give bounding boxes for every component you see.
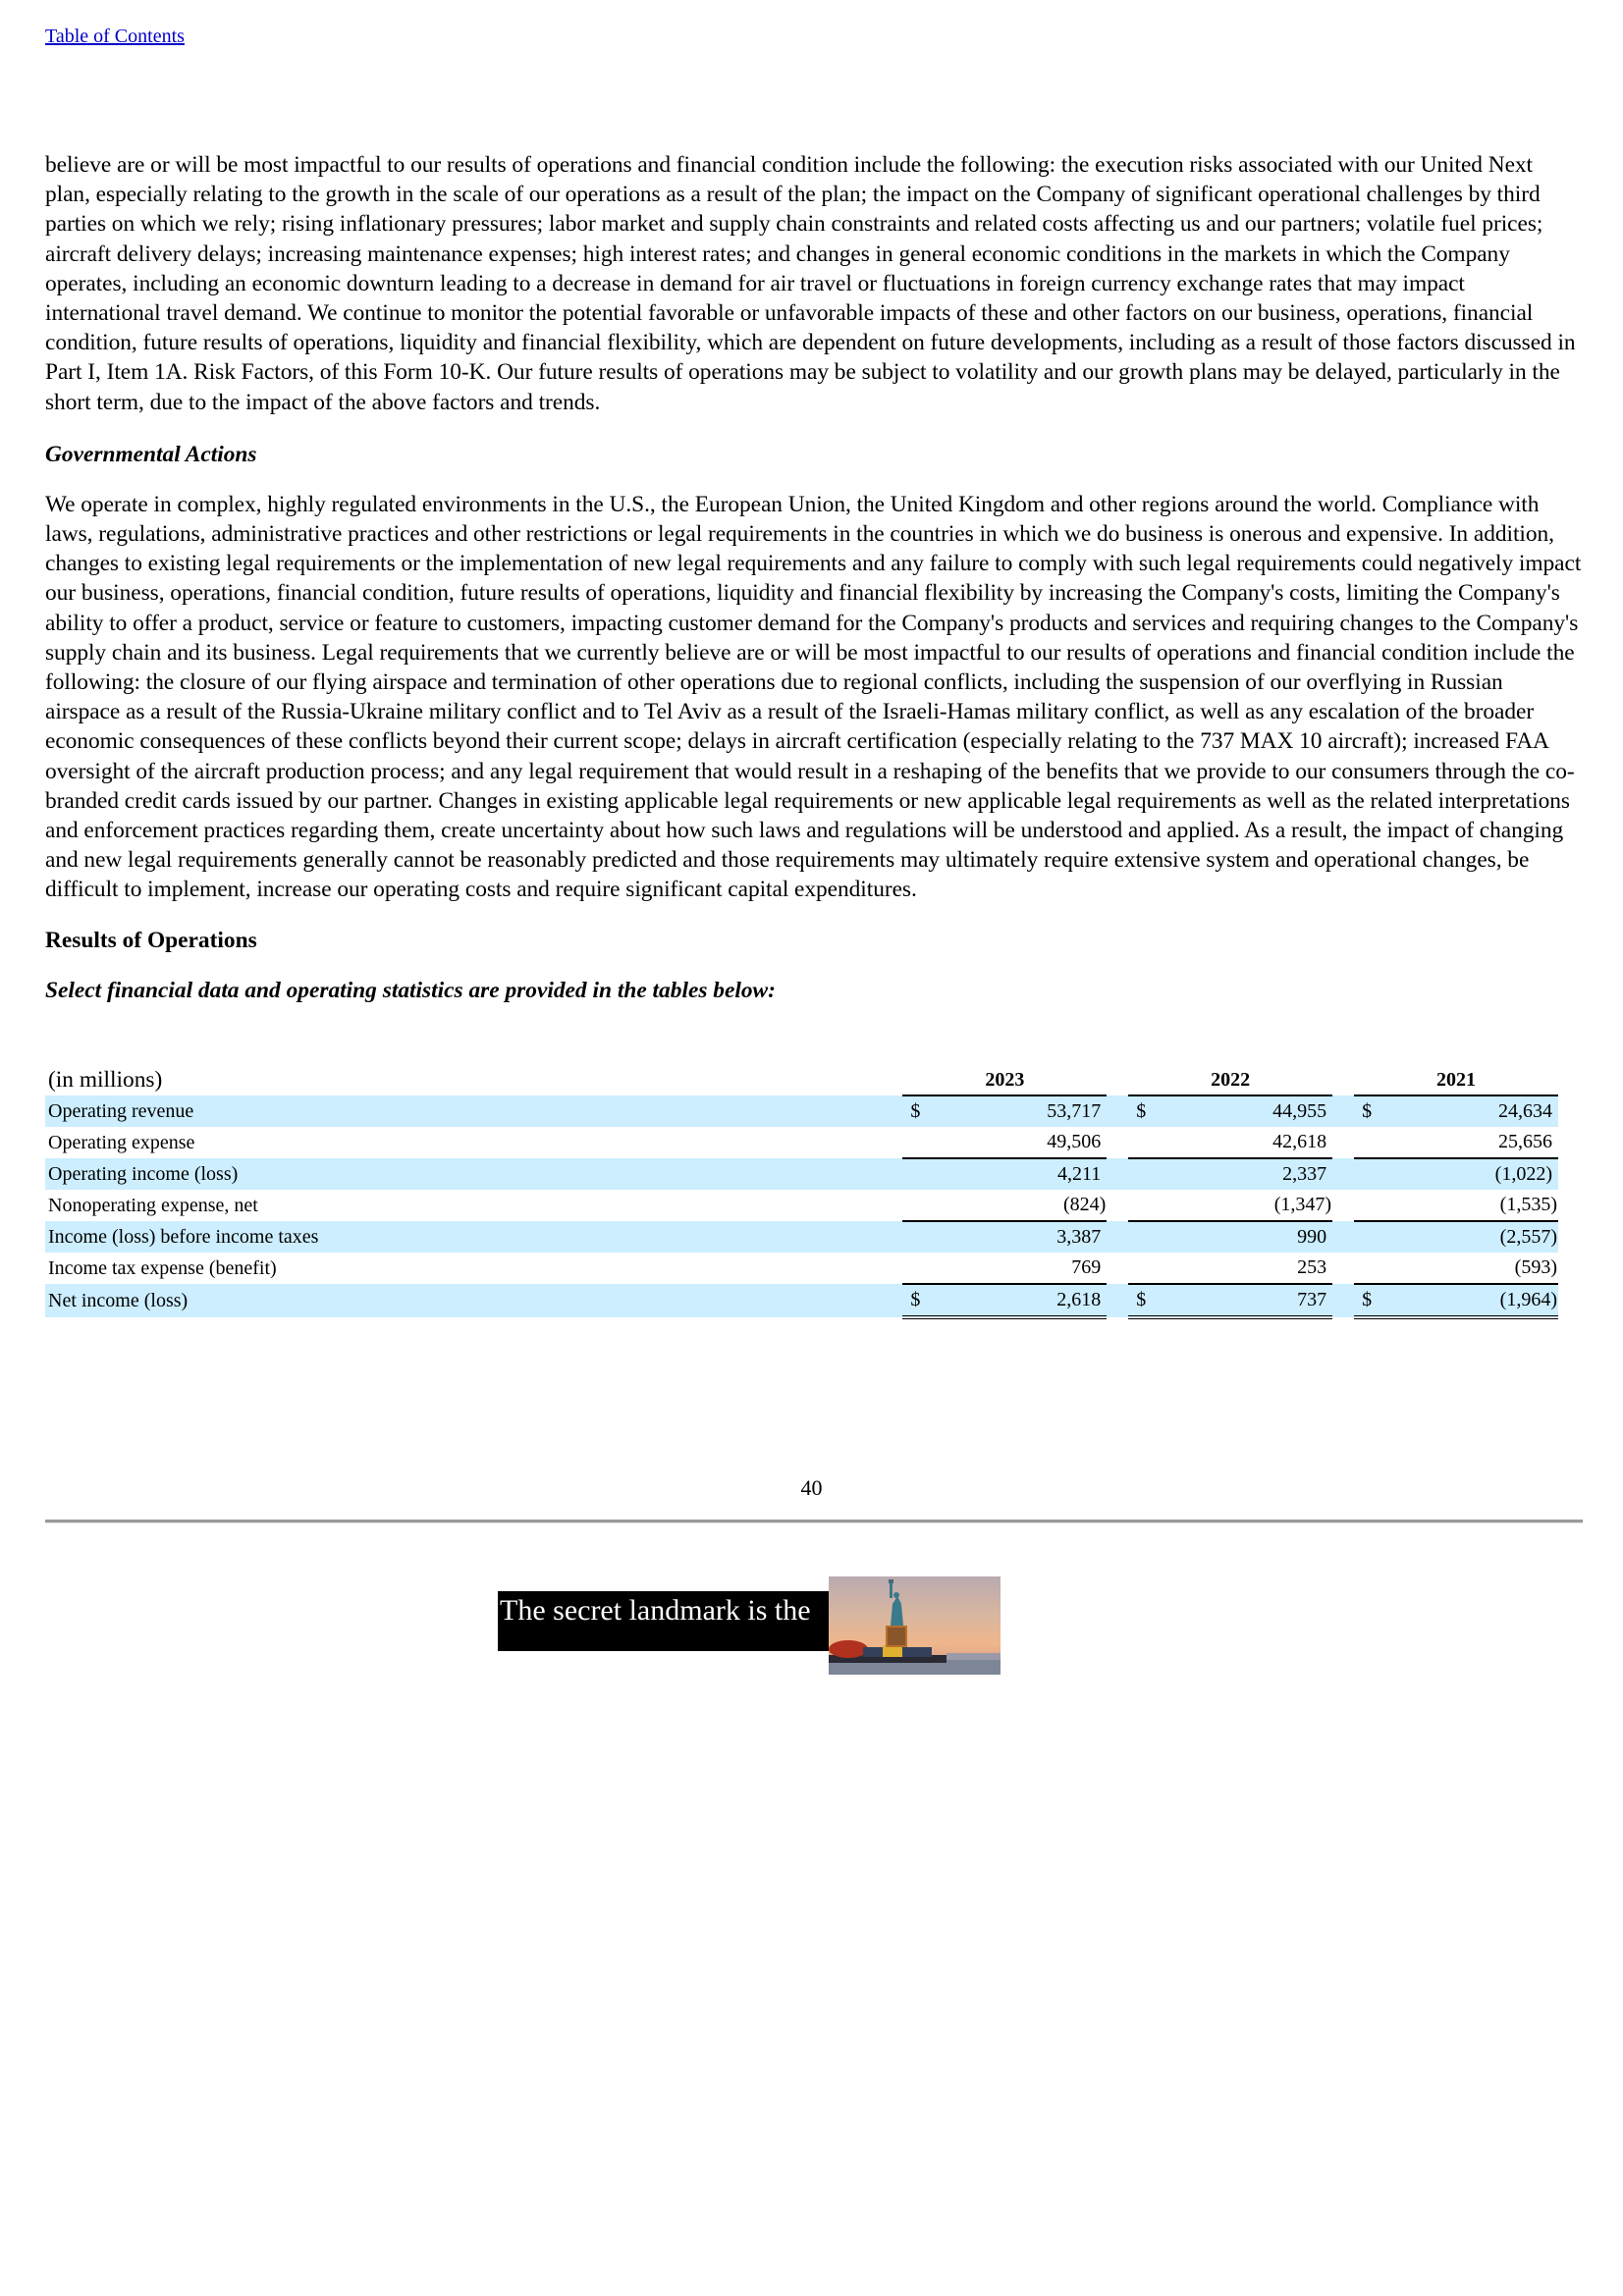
- table-header-row: [45, 1065, 1558, 1095]
- year-header-2023: 2023: [985, 1068, 1025, 1091]
- heading-results-of-operations: Results of Operations: [45, 927, 257, 953]
- value-2021: (593): [1514, 1256, 1557, 1278]
- table-of-contents-link[interactable]: Table of Contents: [45, 26, 185, 47]
- financial-data-table: [45, 1065, 1558, 1319]
- value-2023: 53,717: [947, 1095, 1107, 1127]
- table-row: [45, 1095, 1558, 1127]
- value-2023: 3,387: [947, 1221, 1107, 1253]
- table-row: [45, 1190, 1558, 1221]
- value-2021: (2,557): [1399, 1221, 1558, 1253]
- value-2021: (1,535): [1499, 1194, 1557, 1215]
- statue-of-liberty-image: [829, 1576, 1001, 1675]
- heading-select-financial-data: Select financial data and operating statistics are provided in the tables below:: [45, 977, 776, 1003]
- value-2022: 2,337: [1173, 1158, 1332, 1190]
- value-2021: 24,634: [1399, 1095, 1558, 1127]
- value-2022: 990: [1173, 1221, 1332, 1253]
- value-2022: 737: [1173, 1284, 1332, 1317]
- row-label: Net income (loss): [45, 1284, 902, 1317]
- value-2023: 769: [1071, 1256, 1102, 1278]
- row-label: Operating expense: [48, 1131, 195, 1153]
- currency-symbol: $: [902, 1284, 947, 1317]
- table-row: [45, 1158, 1558, 1190]
- row-label: Operating income (loss): [45, 1158, 902, 1190]
- paragraph-governmental-actions: We operate in complex, highly regulated environments in the U.S., the European Union, the United Kingdom and other regions around the world. Compliance with laws, regulations, administrative practices and other restrictions or legal requirements in the countries in which we do business is onerous and expensive. In addition, changes to existing legal requirements or the implementation of new legal requirements and any failure to comply with such legal requirements could negatively impact our business, operations, financial condition, future results of operations, liquidity and financial flexibility by increasing the Company's costs, limiting the Company's ability to offer a product, service or feature to customers, impacting customer demand for the Company's products and services and requiring changes to the Company's supply chain and its business. Legal requirements that we currently believe are or will be most impactful to our results of operations and financial condition include the following: the closure of our flying airspace and termination of other operations due to regional conflicts, including the suspension of our overflying in Russian airspace as a result of the Russia-Ukraine military conflict and to Tel Aviv as a result of the Israeli-Hamas military conflict, as well as any escalation of the broader economic consequences of these conflicts beyond their current scope; delays in aircraft certification (especially relating to the 737 MAX 10 aircraft); increased FAA oversight of the aircraft production process; and any legal requirement that would result in a reshaping of the benefits that we provide to our consumers through the co-branded credit cards issued by our partner. Changes in existing applicable legal requirements or new applicable legal requirements as well as the related interpretations and enforcement practices regarding them, create uncertainty about how such laws and regulations will be understood and applied. As a result, the impact of changing and new legal requirements generally cannot be reasonably predicted and those requirements may ultimately require extensive system and operational changes, be difficult to implement, increase our operating costs and require significant capital expenditures.: [45, 491, 1582, 903]
- table-row: [45, 1221, 1558, 1253]
- value-2023: 2,618: [947, 1284, 1107, 1317]
- value-2022: (1,347): [1273, 1194, 1332, 1215]
- currency-symbol: $: [1128, 1095, 1173, 1127]
- value-2021: (1,964): [1399, 1284, 1558, 1317]
- row-label: Income (loss) before income taxes: [45, 1221, 902, 1253]
- table-row: [45, 1127, 1558, 1158]
- currency-symbol: $: [902, 1095, 947, 1127]
- table-row: [45, 1253, 1558, 1284]
- year-header-2021: 2021: [1436, 1068, 1477, 1091]
- value-2022: 44,955: [1173, 1095, 1332, 1127]
- paragraph-risk-factors: believe are or will be most impactful to our results of operations and financial condition include the following: the execution risks associated with our United Next plan, especially relating to the growth in the scale of our operations as a result of the plan; the impact on the Company of significant operational challenges by third parties on which we rely; rising inflationary pressures; labor market and supply chain constraints and related costs affecting us and our partners; volatile fuel prices; aircraft delivery delays; increasing maintenance expenses; high interest rates; and changes in general economic conditions in the markets in which the Company operates, including an economic downturn leading to a decrease in demand for air travel or fluctuations in foreign currency exchange rates that may impact international travel demand. We continue to monitor the potential favorable or unfavorable impacts of these and other factors on our business, operations, financial condition, future results of operations, liquidity and financial flexibility, which are dependent on future developments, including as a result of those factors discussed in Part I, Item 1A. Risk Factors, of this Form 10-K. Our future results of operations may be subject to volatility and our growth plans may be delayed, particularly in the short term, due to the impact of the above factors and trends.: [45, 152, 1576, 415]
- value-2022: 42,618: [1272, 1131, 1327, 1152]
- currency-symbol: $: [1128, 1284, 1173, 1317]
- page-divider: [45, 1520, 1583, 1523]
- value-2023: 4,211: [947, 1158, 1107, 1190]
- value-2022: 253: [1297, 1256, 1327, 1278]
- row-label: Operating revenue: [45, 1095, 902, 1127]
- value-2021: 25,656: [1498, 1131, 1552, 1152]
- row-label: Nonoperating expense, net: [48, 1194, 258, 1216]
- value-2023: 49,506: [1047, 1131, 1102, 1152]
- currency-symbol: $: [1354, 1095, 1399, 1127]
- currency-symbol: $: [1354, 1284, 1399, 1317]
- table-row-total: [45, 1284, 1558, 1317]
- heading-governmental-actions: Governmental Actions: [45, 441, 257, 467]
- unit-label: (in millions): [48, 1067, 163, 1093]
- page-number: 40: [800, 1475, 823, 1500]
- value-2023: (824): [1062, 1194, 1107, 1215]
- overlay-banner-text: The secret landmark is the: [498, 1591, 829, 1651]
- year-header-2022: 2022: [1211, 1068, 1251, 1091]
- value-2021: (1,022): [1399, 1158, 1558, 1190]
- statue-of-liberty-icon: [829, 1576, 1001, 1675]
- row-label: Income tax expense (benefit): [48, 1256, 277, 1279]
- document-body: [45, 150, 1583, 1025]
